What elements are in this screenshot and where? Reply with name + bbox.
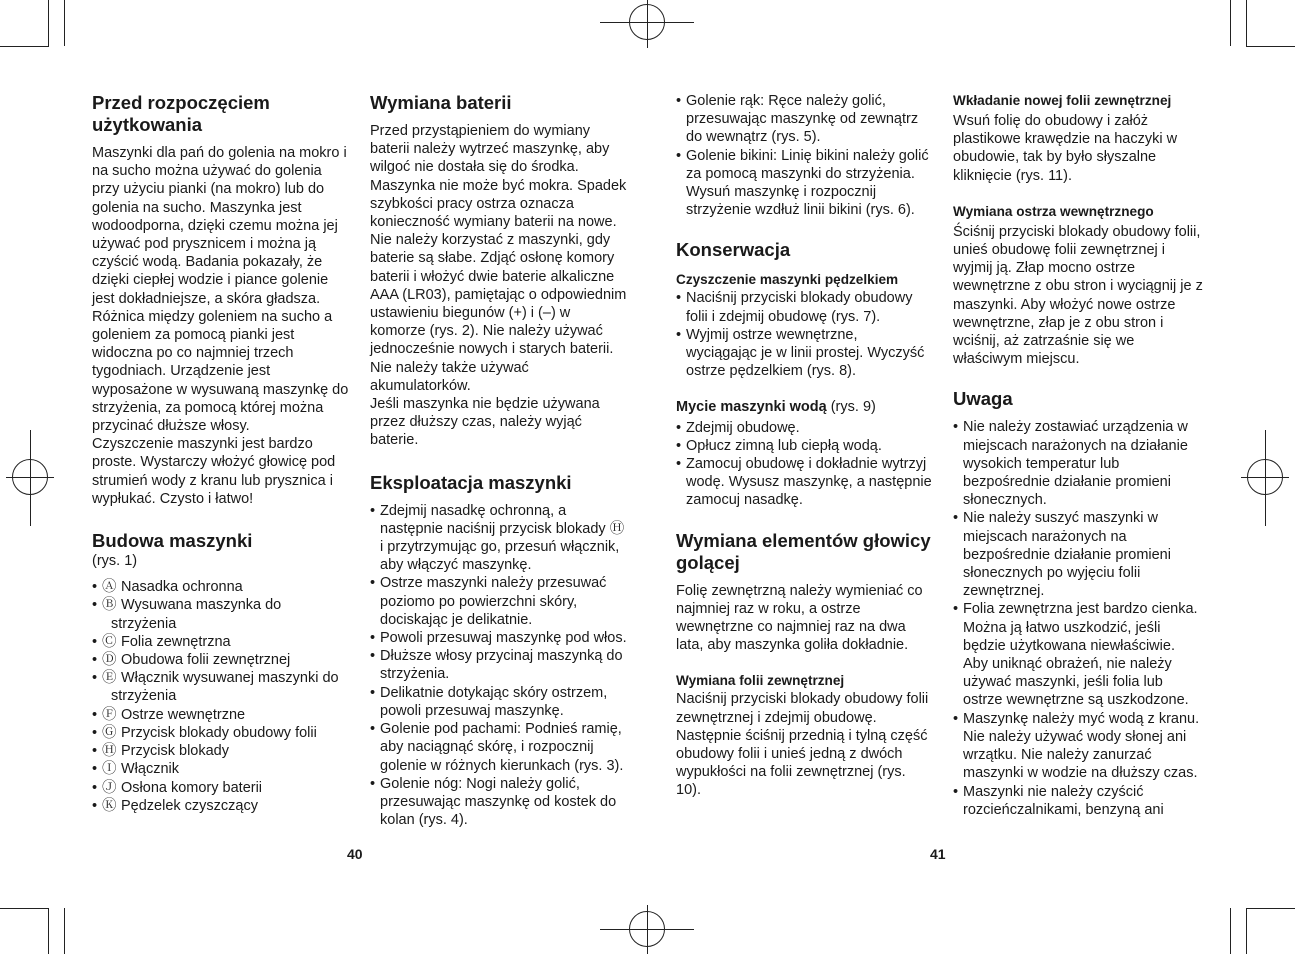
paragraph-outer-foil: Naciśnij przyciski blokady obudowy folii zewnętrznej i zdejmij obudowę. Następnie ściśnij przednią i tylną część obudowy folii i unieś jedną z dwóch wypukłości na folii zewnętrznej (rys. 10).	[676, 691, 929, 799]
crop-mark	[1246, 0, 1247, 47]
subheading-outer-foil: Wymiana folii zewnętrznej	[676, 673, 845, 689]
heading-operation: Eksploatacja maszynki	[370, 471, 572, 493]
heading-before-use: Przed rozpoczęciem użytkowania	[92, 92, 270, 135]
paragraph-intro: Maszynki dla pań do golenia na mokro i na sucho można używać do golenia przy użyciu pianki (na mokro) lub do golenia na sucho. Maszynka jest wodoodporna, dzięki czemu można jej używać pod prysznicem i można ją czyścić wodą. Badania pokazały, że dzięki ciepłej wodzie i piance golenie jest dokładniejsze, a skóra gładsza. Różnica między goleniem na sucho a goleniem za pomocą pianki jest widoczna po co najmniej trzech tygodniach. Urządzenie jest wyposażone w wysuwaną maszynkę do strzyżenia, za pomocą której można przycinać dłuższe włosy.	[92, 145, 349, 435]
heading-replacing-head-parts: Wymiana elementów głowicy golącej	[676, 529, 931, 573]
heading-warning: Uwaga	[953, 388, 1013, 410]
paragraph-replacement-interval: Folię zewnętrzną należy wymieniać co najmniej raz w roku, a ostrze wewnętrzne co najmniej raz na dwa lata, aby maszynka goliła dokładnie.	[676, 582, 923, 654]
list-item: • Ⓐ Nasadka ochronna	[92, 578, 350, 596]
list-item: • Ostrze maszynki należy przesuwać poziomo po powierzchni skóry, dociskając je delikatnie.	[370, 574, 628, 629]
list-item: • Zdejmij obudowę.	[676, 419, 932, 437]
list-item: • Ⓚ Pędzelek czyszczący	[92, 797, 350, 815]
crop-mark	[1246, 908, 1247, 954]
paragraph-storage: Jeśli maszynka nie będzie używana przez dłuższy czas, należy wyjąć baterie.	[370, 396, 600, 449]
heading-maintenance: Konserwacja	[676, 239, 791, 261]
list-item: • Golenie bikini: Linię bikini należy golić za pomocą maszynki do strzyżenia. Wysuń maszynkę i rozpocznij strzyżenie wzdłuż linii bikini (rys. 6).	[676, 147, 932, 220]
list-item: • Ⓑ Wysuwana maszynka do strzyżenia	[92, 596, 350, 632]
list-item: • Wyjmij ostrze wewnętrzne, wyciągając je w linii prostej. Wyczyść ostrze pędzelkiem (rys. 8).	[676, 326, 932, 381]
brush-cleaning-list	[676, 289, 932, 380]
crop-mark	[48, 0, 49, 47]
list-item: • Nie należy suszyć maszynki w miejscach narażonych na bezpośrednie działanie promieni słonecznych po wyjęciu folii zewnętrznej.	[953, 509, 1203, 600]
list-item: • Ⓒ Folia zewnętrzna	[92, 633, 350, 651]
list-item: • Dłuższe włosy przycinaj maszynką do strzyżenia.	[370, 647, 628, 683]
list-item: • Naciśnij przyciski blokady obudowy folii i zdejmij obudowę (rys. 7).	[676, 289, 932, 325]
crop-mark	[1246, 46, 1295, 47]
subheading-brush-cleaning: Czyszczenie maszynki pędzelkiem	[676, 272, 899, 288]
crop-mark	[48, 908, 49, 954]
subheading-inner-blade: Wymiana ostrza wewnętrznego	[953, 203, 1154, 219]
crop-mark	[1230, 908, 1231, 954]
page-number-left: 40	[347, 846, 363, 862]
list-item: • Ⓖ Przycisk blokady obudowy folii	[92, 724, 350, 742]
list-item: • Zdejmij nasadkę ochronną, a następnie naciśnij przycisk blokady Ⓗ i przytrzymując go, przesuń włącznik, aby włączyć maszynkę.	[370, 502, 628, 575]
paragraph-cleaning: Czyszczenie maszynki jest bardzo proste. Wystarczy włożyć głowicę pod strumień wody z kranu lub prysznica i wypłukać. Czysto i łatwo!	[92, 436, 336, 507]
page-number-right: 41	[930, 846, 946, 862]
list-item: • Opłucz zimną lub ciepłą wodą.	[676, 437, 932, 455]
list-item: • Ⓔ Włącznik wysuwanej maszynki do strzyżenia	[92, 669, 350, 705]
list-item: • Ⓓ Obudowa folii zewnętrznej	[92, 651, 350, 669]
list-item: • Delikatnie dotykając skóry ostrzem, powoli przesuwaj maszynkę.	[370, 684, 628, 720]
figure-reference: (rys. 1)	[92, 553, 138, 570]
crop-mark	[64, 0, 65, 46]
paragraph-battery: Przed przystąpieniem do wymiany baterii należy wytrzeć maszynkę, aby wilgoć nie dostała się do środka. Maszynka nie może być mokra. Spadek szybkości pracy ostrza oznacza konieczność wymiany baterii na nowe. Nie należy korzystać z maszynki, gdy baterie są słabe. Zdjąć osłonę komory baterii i włożyć dwie baterie alkaliczne AAA (LR03), pamiętając o odpowiednim ustawieniu biegunów (+) i (–) w komorze (rys. 2). Nie należy używać jednocześnie nowych i starych baterii. Nie należy także używać akumulatorków.	[370, 123, 627, 394]
water-cleaning-list	[676, 419, 932, 510]
column-2	[370, 92, 628, 829]
list-item: • Zamocuj obudowę i dokładnie wytrzyj wodę. Wysusz maszynkę, a następnie zamocuj nasadkę.	[676, 455, 932, 510]
column-4	[953, 92, 1203, 819]
list-item: • Golenie nóg: Nogi należy golić, przesuwając maszynkę od kostek do kolan (rys. 4).	[370, 775, 628, 830]
list-item: • Maszynki nie należy czyścić rozcieńczalnikami, benzyną ani	[953, 783, 1203, 819]
paragraph-new-foil: Wsuń folię do obudowy i załóż plastikowe krawędzie na haczyki w obudowie, tak by było słyszalne kliknięcie (rys. 11).	[953, 113, 1178, 184]
paragraph-inner-blade: Ściśnij przyciski blokady obudowy folii, unieś obudowę folii zewnętrznej i wyjmij ją. Złap mocno ostrze wewnętrzne z obu stron i wyciągnij je z maszynki. Aby włożyć nowe ostrze wewnętrzne, złap je z obu stron i wciśnij, aż zatrzaśnie się we właściwym miejscu.	[953, 223, 1203, 368]
crop-mark	[1230, 0, 1231, 46]
list-item: • Ⓗ Przycisk blokady	[92, 742, 350, 760]
column-3	[676, 92, 932, 800]
column-1	[92, 92, 350, 815]
list-item: • Nie należy zostawiać urządzenia w miejscach narażonych na działanie wysokich temperatur lub bezpośrednie działanie promieni słonecznych.	[953, 418, 1203, 509]
registration-circle	[629, 4, 665, 40]
operation-list	[370, 502, 628, 830]
list-item: • Maszynkę należy myć wodą z kranu. Nie należy używać wody słonej ani wrzątku. Nie należy zanurzać maszynki w wodzie na dłuższy czas.	[953, 710, 1203, 783]
crop-mark	[1246, 908, 1295, 909]
crop-mark	[64, 908, 65, 954]
heading-construction: Budowa maszynki	[92, 530, 253, 552]
heading-battery-replacement: Wymiana baterii	[370, 92, 512, 113]
subheading-new-foil: Wkładanie nowej folii zewnętrznej	[953, 93, 1172, 108]
list-item: • Golenie pod pachami: Podnieś ramię, aby naciągnąć skórę, i rozpocznij golenie w różnych kierunkach (rys. 3).	[370, 720, 628, 775]
list-item: • Folia zewnętrzna jest bardzo cienka. Można ją łatwo uszkodzić, jeśli będzie użytkowana niewłaściwie. Aby uniknąć obrażeń, nie należy używać maszynki, jeśli folia lub ostrze wewnętrzne są uszkodzone.	[953, 600, 1203, 709]
list-item: • Ⓙ Osłona komory baterii	[92, 779, 350, 797]
registration-circle	[12, 459, 48, 495]
list-item: • Ⓘ Włącznik	[92, 760, 350, 778]
shaving-list-continued	[676, 92, 932, 219]
list-item: • Golenie rąk: Ręce należy golić, przesuwając maszynkę od zewnątrz do wewnątrz (rys. 5).	[676, 92, 932, 147]
registration-circle	[1247, 459, 1283, 495]
crop-mark	[0, 908, 48, 909]
parts-list	[92, 578, 350, 815]
subheading-water-cleaning: Mycie maszynki wodą (rys. 9)	[676, 399, 876, 416]
list-item: • Powoli przesuwaj maszynkę pod włos.	[370, 629, 628, 647]
registration-circle	[629, 911, 665, 947]
list-item: • Ⓕ Ostrze wewnętrzne	[92, 706, 350, 724]
crop-mark	[0, 46, 48, 47]
warning-list	[953, 418, 1203, 818]
